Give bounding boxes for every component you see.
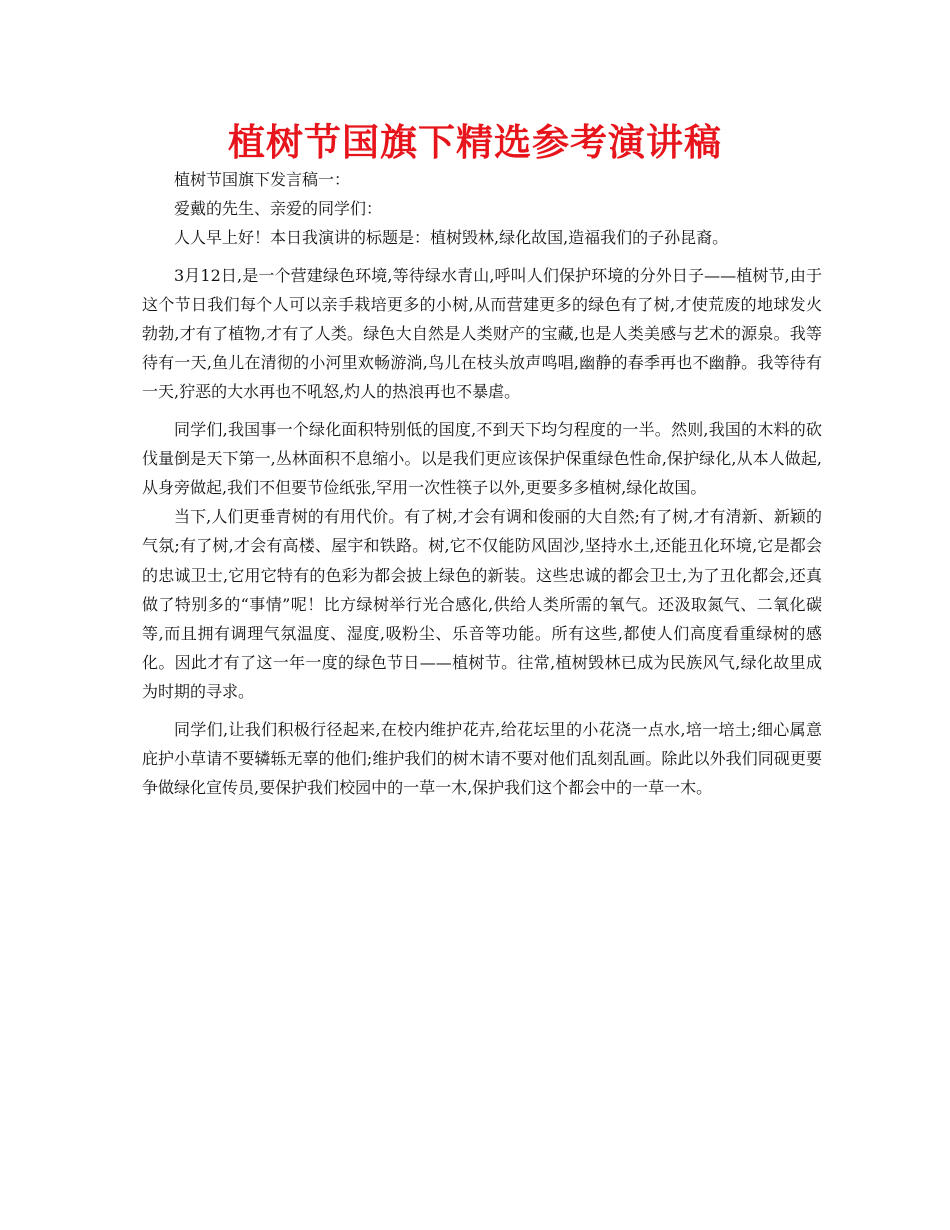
document-title: 植树节国旗下精选参考演讲稿 xyxy=(228,121,722,164)
salutation: 爱戴的先生、亲爱的同学们： xyxy=(174,199,383,219)
paragraph: 3月12日,是一个营建绿色环境,等待绿水青山,呼叫人们保护环境的分外日子——植树节,由于这个节日我们每个人可以亲手栽培更多的小树,从而营建更多的绿色有了树,才使荒废的地球发火勃勃,才有了植物,才有了人类。绿色大自然是人类财产的宝藏,也是人类美感与艺术的源泉。我等待有一天,鱼儿在清彻的小河里欢畅游淌,鸟儿在枝头放声鸣唱,幽静的春季再也不幽静。我等待有一天,狞恶的大水再也不吼怒,灼人的热浪再也不暴虐。 xyxy=(142,265,822,402)
paragraph: 人人早上好！本日我演讲的标题是：植树毁林,绿化故国,造福我们的子孙昆裔。 xyxy=(174,228,729,248)
paragraph: 同学们,我国事一个绿化面积特别低的国度,不到天下均匀程度的一半。然则,我国的木料的砍伐量倒是天下第一,丛林面积不息缩小。以是我们更应该保护保重绿色性命,保护绿化,从本人做起,从身旁做起,我们不但要节俭纸张,罕用一次性筷子以外,更要多多植树,绿化故国。 xyxy=(142,419,822,498)
section-heading: 植树节国旗下发言稿一： xyxy=(174,170,351,189)
paragraph: 当下,人们更垂青树的有用代价。有了树,才会有调和俊丽的大自然;有了树,才有清新、新颖的气氛;有了树,才会有高楼、屋宇和铁路。树,它不仅能防风固沙,坚持水土,还能丑化环境,它是都会的忠诚卫士,它用它特有的色彩为都会披上绿色的新装。这些忠诚的都会卫士,为了丑化都会,还真做了特别多的“事情”呢！比方绿树举行光合感化,供给人类所需的氧气。还汲取氮气、二氧化碳等,而且拥有调理气氛温度、湿度,吸粉尘、乐音等功能。所有这些,都使人们高度看重绿树的感化。因此才有了这一年一度的绿色节日——植树节。往常,植树毁林已成为民族风气,绿化故里成为时期的寻求。 xyxy=(142,507,822,702)
paragraph: 同学们,让我们积极行径起来,在校内维护花卉,给花坛里的小花浇一点水,培一培土;细心属意庇护小草请不要辚轹无辜的他们;维护我们的树木请不要对他们乱刻乱画。除此以外我们同砚更要争做绿化宣传员,要保护我们校园中的一草一木,保护我们这个都会中的一草一木。 xyxy=(142,719,822,798)
document-body xyxy=(142,165,822,802)
